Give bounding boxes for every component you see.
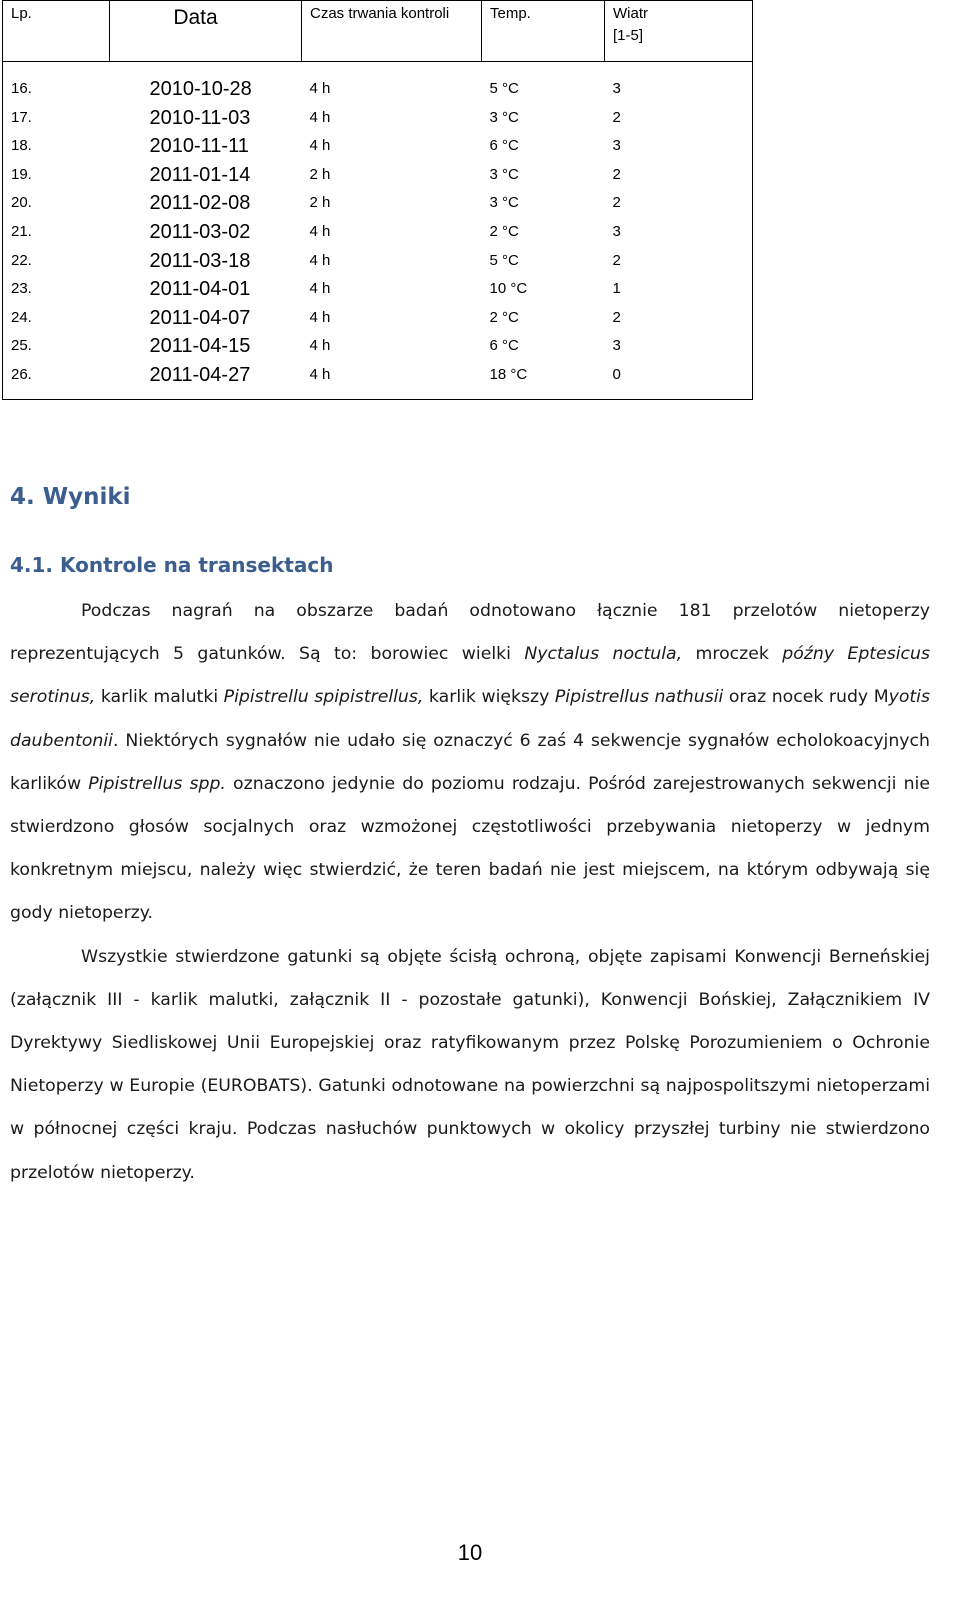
cell-wind: 3 [605, 132, 753, 161]
table-row [3, 104, 753, 133]
cell-lp: 19. [3, 161, 110, 190]
cell-duration: 2 h [309, 165, 331, 183]
species-name: Pipistrellu spipistrellus, [223, 687, 424, 708]
species-name: Pipistrellus spp. [88, 773, 226, 794]
table-row [3, 189, 753, 218]
table-row [3, 275, 753, 304]
cell-lp: 23. [3, 275, 110, 304]
cell-temp: 6 °C [489, 337, 519, 355]
cell-lp: 22. [3, 247, 110, 276]
header-temp: Temp. [482, 1, 605, 62]
cell-duration: 4 h [309, 137, 331, 155]
cell-temp: 5 °C [489, 80, 519, 97]
paragraph-observations [10, 590, 930, 936]
cell-lp: 26. [3, 361, 110, 400]
cell-lp: 17. [3, 104, 110, 133]
cell-wind: 3 [605, 332, 753, 361]
cell-date: 2011-02-08 [149, 192, 251, 215]
cell-temp: 10 °C [489, 280, 528, 298]
text-run: oznaczono jedynie do poziomu rodzaju. Pośród zarejestrowanych sekwencji nie stwierdzono głosów socjalnych oraz wzmożonej częstotliwości przebywania nietoperzy w jednym konkretnym miejscu, należy więc stwierdzić, że teren badań nie jest miejscem, na którym odbywają się gody nietoperzy. [10, 773, 930, 924]
table-header-row [3, 1, 753, 62]
text-run: karlik większy [423, 687, 555, 708]
table-row [3, 304, 753, 333]
control-log-table [2, 0, 753, 400]
header-wind [605, 1, 753, 62]
cell-temp: 2 °C [489, 308, 519, 326]
species-name: późny Eptesicus serotinus, [10, 644, 930, 708]
cell-wind: 3 [605, 75, 753, 104]
section-heading: 4. Wyniki [10, 484, 131, 510]
cell-wind: 2 [605, 104, 753, 133]
header-wind-line1: Wiatr [613, 5, 648, 22]
cell-date: 2011-01-14 [149, 163, 251, 186]
cell-duration: 4 h [309, 108, 331, 126]
cell-temp: 5 °C [489, 251, 519, 269]
table-row [3, 332, 753, 361]
page-number: 10 [457, 1540, 483, 1565]
species-name: yotis daubentonii [10, 687, 930, 751]
cell-duration: 4 h [309, 251, 331, 269]
cell-temp: 18 °C [482, 361, 605, 400]
text-run: karlik malutki [95, 687, 224, 708]
cell-temp: 3 °C [489, 194, 519, 212]
table-row [3, 247, 753, 276]
cell-wind: 0 [605, 361, 753, 400]
cell-duration: 4 h [309, 222, 331, 240]
cell-wind: 3 [605, 218, 753, 247]
cell-duration: 4 h [302, 361, 482, 400]
cell-date: 2011-04-27 [110, 361, 302, 400]
cell-date: 2010-10-28 [149, 78, 252, 100]
header-lp: Lp. [3, 1, 110, 62]
table-spacer-row [3, 62, 753, 76]
table-row [3, 361, 753, 400]
cell-duration: 4 h [309, 280, 331, 298]
cell-duration: 4 h [309, 80, 331, 97]
cell-duration: 4 h [309, 308, 331, 326]
cell-temp: 3 °C [489, 108, 519, 126]
table-row [3, 161, 753, 190]
subsection-heading: 4.1. Kontrole na transektach [10, 553, 334, 577]
text-run: mroczek [682, 644, 783, 665]
cell-lp: 20. [3, 189, 110, 218]
header-duration: Czas trwania kontroli [302, 1, 482, 62]
cell-lp: 24. [3, 304, 110, 333]
cell-wind: 2 [605, 247, 753, 276]
header-date: Data [110, 1, 302, 62]
cell-wind: 2 [605, 304, 753, 333]
table-row [3, 132, 753, 161]
text-run: oraz nocek rudy M [723, 687, 889, 708]
cell-lp: 18. [3, 132, 110, 161]
cell-date: 2011-03-02 [149, 220, 251, 243]
cell-date: 2011-04-01 [149, 278, 251, 301]
header-wind-line2: [1-5] [613, 27, 644, 44]
cell-duration: 4 h [309, 337, 331, 355]
cell-lp: 21. [3, 218, 110, 247]
cell-wind: 2 [605, 189, 753, 218]
paragraph-protection: Wszystkie stwierdzone gatunki są objęte ścisłą ochroną, objęte zapisami Konwencji Berneńskiej (załącznik III - karlik malutki, załącznik II - pozostałe gatunki), Konwencji Bońskiej, Załącznikiem IV Dyrektywy Siedliskowej Unii Europejskiej oraz ratyfikowanym przez Polskę Porozumieniem o Ochronie Nietoperzy w Europie (EUROBATS). Gatunki odnotowane na powierzchni są najpospolitszymi nietoperzami w północnej części kraju. Podczas nasłuchów punktowych w okolicy przyszłej turbiny nie stwierdzono przelotów nietoperzy. [10, 946, 930, 1183]
table-row [3, 218, 753, 247]
cell-lp: 25. [3, 332, 110, 361]
cell-temp: 2 °C [489, 222, 519, 240]
text-run: . Niektórych sygnałów nie udało się oznaczyć 6 zaś 4 sekwencje sygnałów echolokoacyjnych karlików [10, 730, 930, 794]
cell-duration: 2 h [309, 194, 331, 212]
cell-date: 2010-11-11 [149, 135, 249, 158]
cell-date: 2011-03-18 [149, 249, 251, 272]
cell-wind: 1 [605, 275, 753, 304]
cell-date: 2011-04-07 [149, 306, 251, 329]
cell-wind: 2 [605, 161, 753, 190]
cell-date: 2010-11-03 [149, 106, 251, 129]
results-text [10, 590, 930, 1195]
species-name: Nyctalus noctula, [524, 644, 683, 665]
cell-date: 2011-04-15 [149, 335, 251, 358]
species-name: Pipistrellus nathusii [554, 687, 724, 708]
cell-temp: 6 °C [489, 137, 519, 155]
table-row [3, 75, 753, 104]
text-run: Podczas nagrań na obszarze badań odnotowano łącznie 181 przelotów nietoperzy reprezentujących 5 gatunków. Są to: borowiec wielki [10, 601, 930, 665]
cell-temp: 3 °C [489, 165, 519, 183]
cell-lp: 16. [3, 75, 110, 104]
